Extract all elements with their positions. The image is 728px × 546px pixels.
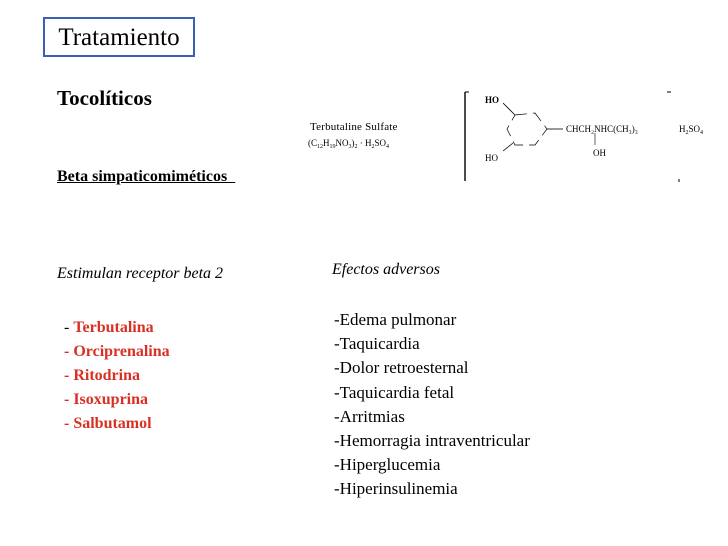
drug-prefix: -: [64, 319, 74, 336]
chemical-h2so4: $H_2SO_4$: [679, 124, 704, 136]
adverse-effect-item: -Dolor retroesternal: [334, 358, 469, 378]
chemical-ho-top: HO: [485, 95, 500, 105]
drug-item: [64, 316, 170, 340]
adverse-effect-item: -Taquicardia fetal: [334, 382, 455, 402]
drug-name: Ritodrina: [73, 367, 140, 384]
drug-item: [64, 412, 170, 436]
drug-item: [64, 364, 170, 388]
adverse-effect-item: -Hiperinsulinemia: [334, 479, 458, 499]
slide-title-text: Tratamiento: [58, 23, 180, 51]
bond-ho-top: [503, 103, 515, 115]
adverse-effect-item: -Hemorragia intraventricular: [334, 430, 530, 450]
bond-ho-bottom: [503, 143, 513, 151]
adverse-effect-item: -Arritmias: [334, 406, 405, 426]
adverse-effects-list: [334, 308, 530, 502]
drug-list: [64, 316, 170, 436]
drug-prefix: -: [64, 367, 74, 384]
slide-title: [43, 17, 195, 57]
drug-name: Salbutamol: [73, 415, 152, 432]
drug-item: [64, 388, 170, 412]
section-heading: Tocolíticos: [57, 86, 152, 110]
chemical-oh: OH: [593, 148, 606, 158]
benzene-ring: [507, 113, 547, 145]
drug-prefix: -: [64, 343, 74, 360]
drug-prefix: -: [64, 391, 74, 408]
drug-name: Terbutalina: [73, 319, 154, 336]
receptor-note: Estimulan receptor beta 2: [57, 265, 224, 282]
adverse-effect-item: -Hiperglucemia: [334, 455, 441, 475]
chemical-name: Terbutaline Sulfate: [310, 121, 398, 133]
adverse-effect-item: -Taquicardia: [334, 334, 420, 354]
chemical-ho-bottom: HO: [485, 153, 498, 163]
adverse-effect-item: -Edema pulmonar: [334, 310, 457, 329]
subheading: Beta simpaticomiméticos: [57, 168, 236, 185]
drug-name: Orciprenalina: [73, 343, 170, 360]
adverse-effects-title: Efectos adversos: [332, 261, 440, 278]
chemical-side-chain: CHCH₂NHC(CH₃)₃: [566, 124, 638, 134]
drug-name: Isoxuprina: [73, 391, 149, 408]
chemical-formula: $(C_{12}H_{19}NO_3)_2 \cdot H_2SO_4$: [308, 138, 390, 150]
drug-item: [64, 340, 170, 364]
drug-prefix: -: [64, 415, 74, 432]
